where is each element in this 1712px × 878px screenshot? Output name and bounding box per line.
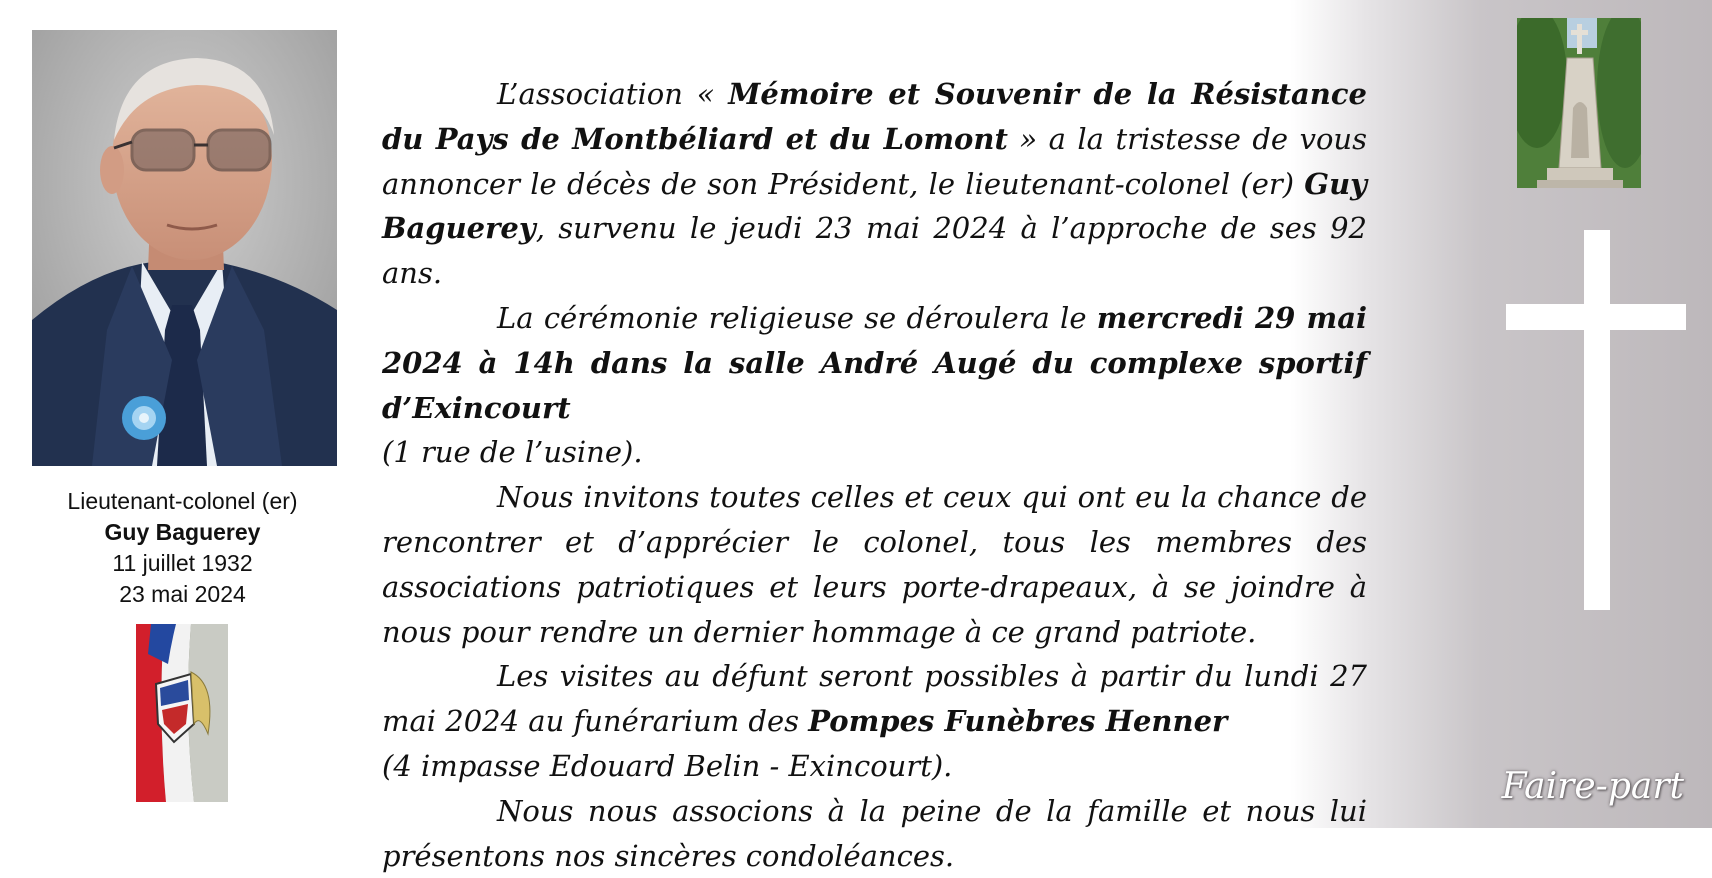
paragraph-invitation: Nous invitons toutes celles et ceux qui ont eu la chance de rencontrer et d’apprécier le colonel, tous les membres des associations patriotiques et leurs porte-drapeaux, à se joindre à nous pour rendre un dernier hommage à ce grand patriote. — [382, 480, 1367, 649]
portrait-caption — [40, 486, 325, 610]
funeral-home-name: Pompes Funèbres Henner — [808, 704, 1228, 739]
caption-name: Guy Baguerey — [104, 519, 261, 545]
paragraph-visits: Les visites au défunt seront possibles à partir du lundi 27 mai 2024 au funérarium des Pompes Funèbres Henner — [382, 659, 1367, 739]
flag-photo — [136, 624, 228, 802]
monument-photo — [1517, 18, 1641, 188]
cross-icon — [1506, 230, 1686, 610]
portrait-photo — [32, 30, 337, 466]
association-name: Mémoire et Souvenir de la Résistance du Pays de Montbéliard et du Lomont — [382, 77, 1367, 156]
deceased-name: Guy Baguerey — [382, 166, 1367, 246]
ceremony-date-place: mercredi 29 mai 2024 à 14h dans la salle André Augé du complexe sportif d’Exincourt — [382, 300, 1368, 425]
faire-part-label: Faire-part — [1501, 766, 1684, 807]
paragraph-funeral-home-address: (4 impasse Edouard Belin - Exincourt). — [382, 748, 953, 783]
paragraph-announcement: L’association « Mémoire et Souvenir de la Résistance du Pays de Montbéliard et du Lomont » a la tristesse de vous annoncer le décès de son Président, le lieutenant-colonel (er) Guy Baguerey, survenu le jeudi 23 mai 2024 à l’approche de ses 92 ans. — [382, 77, 1367, 291]
caption-death-date: 23 mai 2024 — [119, 581, 246, 607]
caption-birth-date: 11 juillet 1932 — [112, 550, 253, 576]
announcement-text — [382, 72, 1367, 878]
paragraph-condolences: Nous nous associons à la peine de la famille et nous lui présentons nos sincères condoléances. — [382, 793, 1367, 873]
paragraph-ceremony-address: (1 rue de l’usine). — [382, 435, 643, 470]
caption-rank: Lieutenant-colonel (er) — [67, 488, 298, 514]
paragraph-ceremony: La cérémonie religieuse se déroulera le mercredi 29 mai 2024 à 14h dans la salle André Augé du complexe sportif d’Exincourt — [382, 300, 1368, 425]
